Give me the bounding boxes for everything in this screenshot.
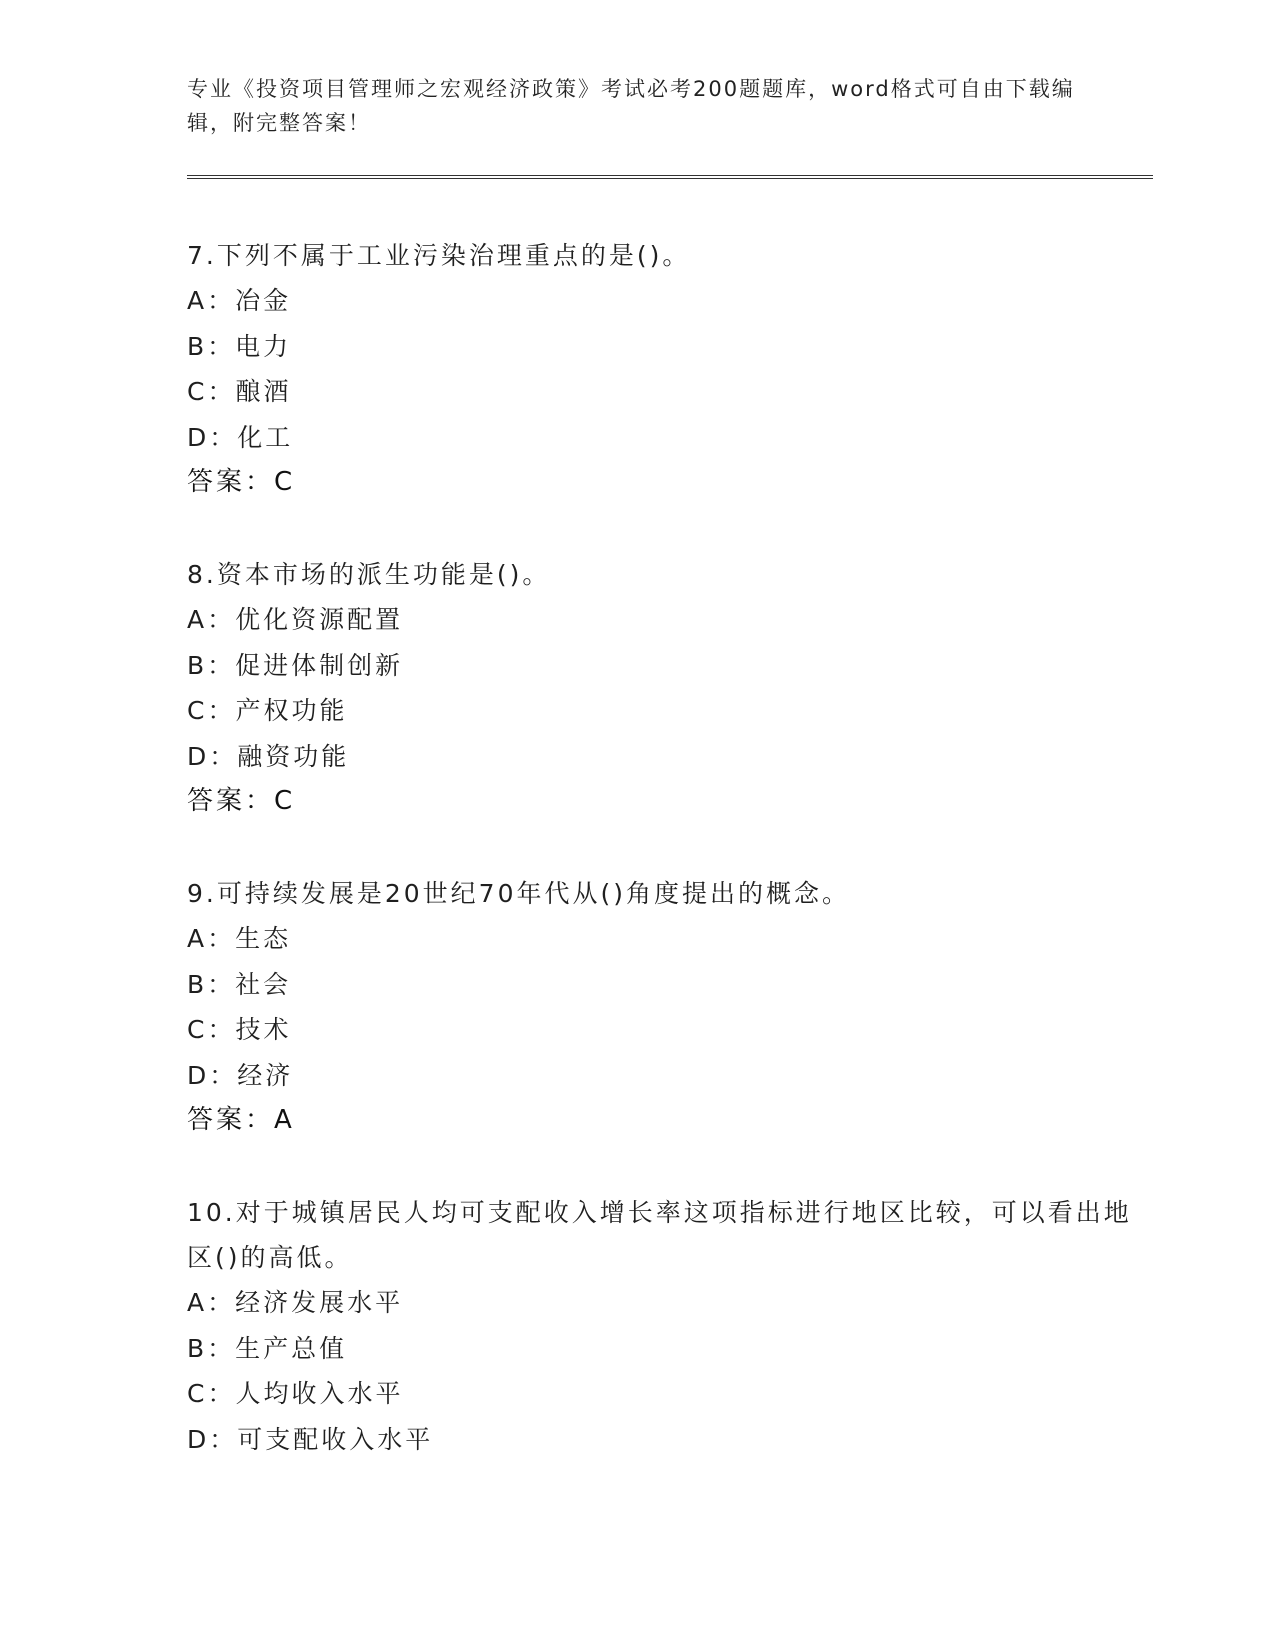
header-divider (187, 175, 1153, 179)
option-c: C：人均收入水平 (187, 1379, 404, 1408)
question-text: 8.资本市场的派生功能是()。 (187, 560, 551, 589)
option-d: D：化工 (187, 422, 294, 452)
answer: 答案：C (187, 467, 296, 497)
question-text: 7.下列不属于工业污染治理重点的是()。 (187, 241, 691, 270)
option-c: C：技术 (187, 1015, 292, 1044)
option-b: B：促进体制创新 (187, 650, 404, 680)
question-7 (187, 233, 1137, 505)
question-text: 9.可持续发展是20世纪70年代从()角度提出的概念。 (187, 879, 850, 908)
question-text: 10.对于城镇居民人均可支配收入增长率这项指标进行地区比较，可以看出地区()的高低。 (187, 1198, 1132, 1272)
option-d: D：融资功能 (187, 741, 350, 771)
option-c: C：产权功能 (187, 696, 348, 725)
option-a: A：生态 (187, 924, 292, 953)
option-c: C：酿酒 (187, 377, 292, 406)
answer: 答案：C (187, 786, 296, 816)
option-a: A：优化资源配置 (187, 605, 404, 634)
option-b: B：社会 (187, 969, 292, 999)
option-a: A：经济发展水平 (187, 1288, 404, 1317)
option-d: D：可支配收入水平 (187, 1424, 434, 1454)
question-9 (187, 871, 1137, 1143)
question-10 (187, 1190, 1137, 1462)
option-d: D：经济 (187, 1060, 294, 1090)
question-8 (187, 552, 1137, 824)
answer: 答案：A (187, 1105, 295, 1135)
option-b: B：生产总值 (187, 1333, 348, 1363)
option-a: A：冶金 (187, 286, 292, 315)
option-b: B：电力 (187, 331, 292, 361)
document-header: 专业《投资项目管理师之宏观经济政策》考试必考200题题库，word格式可自由下载编辑，附完整答案！ (187, 77, 1075, 135)
